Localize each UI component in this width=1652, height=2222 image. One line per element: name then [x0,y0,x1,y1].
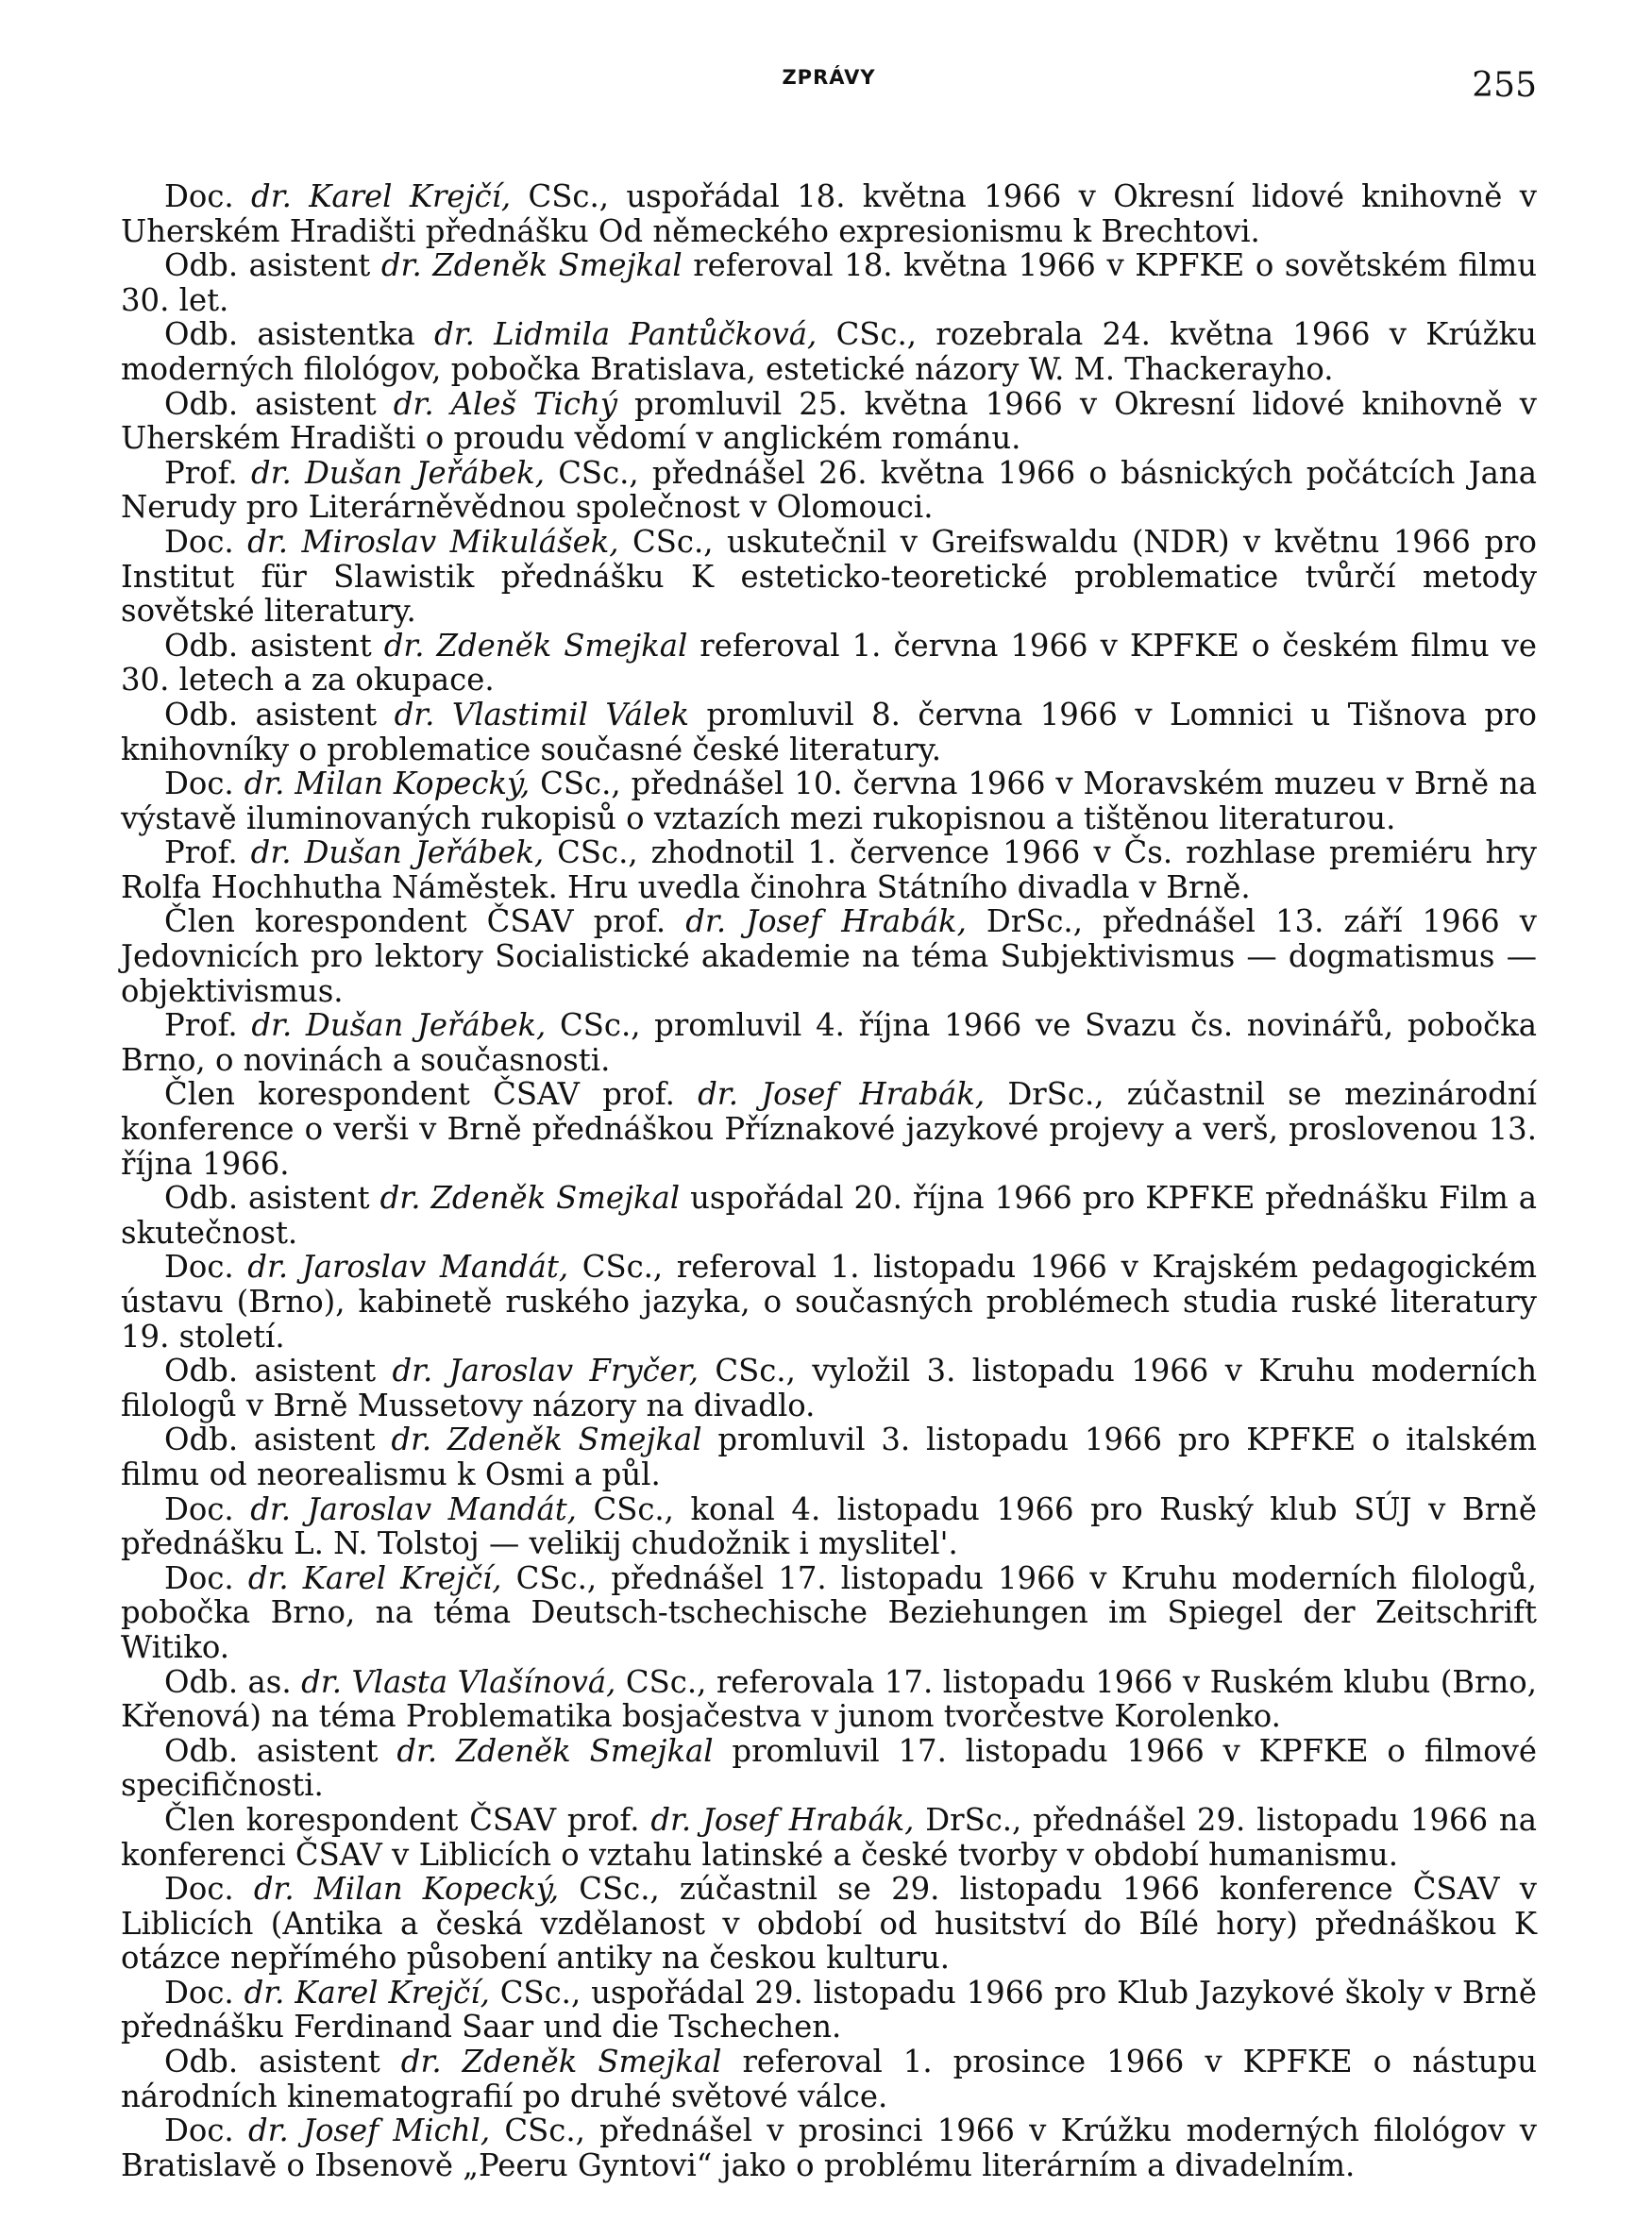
entry-degree: dr. [253,1871,295,1908]
entry-text: CSc., uskutečnil v Greifswaldu (NDR) v květnu 1966 pro Institut für Slawistik přednášku K esteticko-teoretické problematice tvůrčí metody sovětské literatury. [121,523,1537,630]
report-entry [121,1492,1537,1561]
entry-degree: dr. [301,1663,342,1700]
entry-text: CSc., konal 4. listopadu 1966 pro Ruský klub SÚJ v Brně přednášku L. N. Tolstoj — velikij chudožnik i myslitel'. [121,1490,1537,1562]
entry-degree: dr. [685,903,727,940]
entry-title-prefix: Odb. asistentka [164,316,435,353]
entry-degree: dr. [698,1076,738,1113]
entry-person-name: Zdeněk Smejkal [456,1732,714,1769]
report-entry [121,525,1537,629]
entry-title-prefix: Člen korespondent ČSAV prof. [164,903,686,940]
entry-text: DrSc., přednášel 29. listopadu 1966 na konferenci ČSAV v Liblicích o vztahu latinské a české tvorby v období humanismu. [121,1801,1537,1873]
entry-text: CSc., referovala 17. listopadu 1966 v Ruském klubu (Brno, Křenová) na téma Problematika bosjačestva v junom tvorčestve Korolenko. [121,1663,1537,1735]
entry-text: CSc., rozebrala 24. května 1966 v Krúžku moderných filológov, pobočka Bratislava, estetické názory W. M. Thackerayho. [121,316,1537,387]
entry-title-prefix: Odb. as. [164,1663,302,1700]
entry-person-name: Dušan Jeřábek, [305,454,545,491]
report-entry [121,1803,1537,1872]
entry-degree: dr. [247,2113,289,2149]
entry-person-name: Dušan Jeřábek, [304,834,545,871]
report-entry [121,1734,1537,1803]
entry-person-name: Lidmila Pantůčková, [494,316,818,353]
document-page [121,57,1537,2199]
report-body [121,179,1537,2182]
entry-text: CSc., uspořádal 29. listopadu 1966 pro Klub Jazykové školy v Brně přednášku Ferdinand Saar und die Tschechen. [121,1974,1537,2045]
report-entry [121,179,1537,248]
entry-person-name: Dušan Jeřábek, [305,1007,547,1044]
entry-degree: dr. [251,1007,293,1044]
entry-title-prefix: Odb. asistent [164,1422,392,1458]
entry-degree: dr. [250,834,292,871]
entry-title-prefix: Doc. [164,1871,254,1908]
entry-person-name: Jaroslav Fryčer, [448,1353,699,1389]
entry-person-name: Jaroslav Mandát, [307,1490,577,1527]
report-entry [121,1665,1537,1734]
entry-text: referoval 1. prosince 1966 v KPFKE o nástupu národních kinematografií po druhé světové válce. [121,2044,1537,2114]
entry-degree: dr. [391,1422,432,1458]
entry-text: promluvil 17. listopadu 1966 v KPFKE o filmové specifičnosti. [121,1732,1537,1804]
report-entry [121,1976,1537,2045]
report-entry [121,317,1537,386]
entry-title-prefix: Odb. asistent [164,247,381,284]
entry-person-name: Milan Kopecký, [295,766,531,802]
entry-text: DrSc., přednášel 13. září 1966 v Jedovnicích pro lektory Socialistické akademie na téma Subjektivismus — dogmatismus — objektivismus. [121,903,1537,1009]
entry-title-prefix: Doc. [164,1249,248,1286]
entry-text: CSc., zúčastnil se 29. listopadu 1966 konference ČSAV v Liblicích (Antika a česká vzdělanost v období od husitství do Bílé hory) přednáškou K otázce nepřímého působení antiky na českou kulturu. [121,1871,1537,1977]
entry-degree: dr. [379,1180,421,1217]
entry-text: DrSc., zúčastnil se mezinárodní konference o verši v Brně přednáškou Příznakové jazykové projevy a verš, proslovenou 13. října 1966. [121,1076,1537,1182]
entry-text: CSc., promluvil 4. října 1966 ve Svazu čs. novinářů, pobočka Brno, o novinách a současnosti. [121,1007,1537,1078]
entry-text: promluvil 8. června 1966 v Lomnici u Tišnova pro knihovníky o problematice současné české literatury. [121,696,1537,767]
entry-person-name: Josef Hrabák, [746,903,967,940]
entry-degree: dr. [394,696,435,732]
report-entry [121,904,1537,1008]
entry-title-prefix: Prof. [164,834,251,871]
entry-person-name: Jaroslav Mandát, [301,1249,569,1286]
entry-title-prefix: Doc. [164,1559,248,1596]
report-entry [121,248,1537,317]
entry-person-name: Vlasta Vlašínová, [351,1663,616,1700]
entry-degree: dr. [434,316,475,353]
entry-person-name: Josef Hrabák, [701,1801,915,1838]
report-entry [121,1561,1537,1665]
entry-title-prefix: Odb. asistent [164,2044,401,2080]
entry-degree: dr. [244,766,285,802]
entry-degree: dr. [250,454,292,491]
entry-person-name: Zdeněk Smejkal [436,627,688,664]
entry-title-prefix: Doc. [164,178,252,214]
entry-person-name: Karel Krejčí, [302,1559,502,1596]
entry-title-prefix: Doc. [164,766,244,802]
report-entry [121,1077,1537,1181]
entry-degree: dr. [247,523,289,560]
entry-degree: dr. [380,247,422,284]
entry-title-prefix: Doc. [164,523,248,560]
entry-degree: dr. [247,1249,289,1286]
entry-text: CSc., referoval 1. listopadu 1966 v Krajském pedagogickém ústavu (Brno), kabinetě ruského jazyka, o současných problémech studia ruské literatury 19. století. [121,1249,1537,1355]
entry-person-name: Zdeněk Smejkal [430,1180,681,1217]
entry-text: uspořádal 20. října 1966 pro KPFKE přednášku Film a skutečnost. [121,1180,1538,1251]
entry-title-prefix: Člen korespondent ČSAV prof. [164,1076,699,1113]
entry-person-name: Josef Hrabák, [761,1076,986,1113]
entry-degree: dr. [244,1974,285,2011]
report-entry [121,1181,1537,1250]
entry-degree: dr. [247,1559,289,1596]
entry-person-name: Josef Michl, [303,2113,491,2149]
entry-person-name: Karel Krejčí, [309,178,512,214]
entry-title-prefix: Prof. [164,454,251,491]
entry-text: CSc., vyložil 3. listopadu 1966 v Kruhu moderních filologů v Brně Mussetovy názory na divadlo. [121,1353,1537,1423]
entry-text: CSc., přednášel 26. května 1966 o básnických počátcích Jana Nerudy pro Literárněvědnou společnost v Olomouci. [121,454,1537,526]
running-header [121,57,1537,113]
entry-degree: dr. [392,1353,433,1389]
report-entry [121,766,1537,835]
entry-title-prefix: Odb. asistent [164,1732,397,1769]
report-entry [121,1422,1537,1491]
report-entry [121,698,1537,766]
entry-text: CSc., přednášel 10. června 1966 v Moravském muzeu v Brně na výstavě iluminovaných rukopisů o vztazích mezi rukopisnou a tištěnou literaturou. [121,766,1537,836]
entry-title-prefix: Odb. asistent [164,627,384,664]
entry-title-prefix: Doc. [164,1490,251,1527]
report-entry [121,2045,1537,2113]
report-entry [121,387,1537,456]
entry-text: referoval 1. června 1966 v KPFKE o českém filmu ve 30. letech a za okupace. [121,627,1537,699]
entry-title-prefix: Odb. asistent [164,1353,393,1389]
entry-text: CSc., přednášel 17. listopadu 1966 v Kruhu moderních filologů, pobočka Brno, na téma Deutsch-tschechische Beziehungen im Spiegel der Zeitschrift Witiko. [121,1559,1537,1665]
entry-degree: dr. [250,1490,292,1527]
entry-text: promluvil 3. listopadu 1966 pro KPFKE o italském filmu od neorealismu k Osmi a půl. [121,1422,1537,1492]
entry-person-name: Aleš Tichý [450,385,617,422]
entry-degree: dr. [383,627,425,664]
report-entry [121,456,1537,525]
report-entry [121,2113,1537,2182]
entry-text: CSc., uspořádal 18. května 1966 v Okresní lidové knihovně v Uherském Hradišti přednášku Od německého expresionismu k Brechtovi. [121,178,1537,249]
entry-person-name: Vlastimil Válek [451,696,690,732]
entry-degree: dr. [396,1732,438,1769]
report-entry [121,1354,1537,1422]
entry-degree: dr. [400,2044,442,2080]
entry-title-prefix: Prof. [164,1007,252,1044]
entry-person-name: Karel Krejčí, [295,1974,490,2011]
entry-person-name: Zdeněk Smejkal [462,2044,722,2080]
entry-person-name: Milan Kopecký, [313,1871,560,1908]
entry-title-prefix: Odb. asistent [164,1180,380,1217]
entry-person-name: Miroslav Mikulášek, [301,523,619,560]
entry-text: CSc., zhodnotil 1. července 1966 v Čs. rozhlase premiéru hry Rolfa Hochhutha Náměstek. Hru uvedla činohra Státního divadla v Brně. [121,834,1538,905]
entry-title-prefix: Odb. asistent [164,385,394,422]
report-entry [121,835,1537,904]
entry-text: promluvil 25. května 1966 v Okresní lidové knihovně v Uherském Hradišti o proudu vědomí v anglickém románu. [121,385,1537,457]
entry-degree: dr. [251,178,292,214]
page-number: 255 [1472,66,1537,105]
entry-title-prefix: Doc. [164,1974,244,2011]
entry-title-prefix: Doc. [164,2113,248,2149]
report-entry [121,1872,1537,1976]
entry-person-name: Zdeněk Smejkal [447,1422,702,1458]
entry-degree: dr. [393,385,434,422]
entry-text: CSc., přednášel v prosinci 1966 v Krúžku moderných filológov v Bratislavě o Ibsenově „Peeru Gyntovi“ jako o problému literárním a divadelním. [121,2113,1537,2183]
report-entry [121,1008,1537,1077]
entry-degree: dr. [650,1801,692,1838]
entry-title-prefix: Odb. asistent [164,696,395,732]
entry-title-prefix: Člen korespondent ČSAV prof. [164,1801,651,1838]
report-entry [121,1250,1537,1354]
report-entry [121,629,1537,698]
entry-person-name: Zdeněk Smejkal [432,247,683,284]
entry-text: referoval 18. května 1966 v KPFKE o sovětském filmu 30. let. [121,247,1537,318]
section-title: ZPRÁVY [782,66,876,89]
